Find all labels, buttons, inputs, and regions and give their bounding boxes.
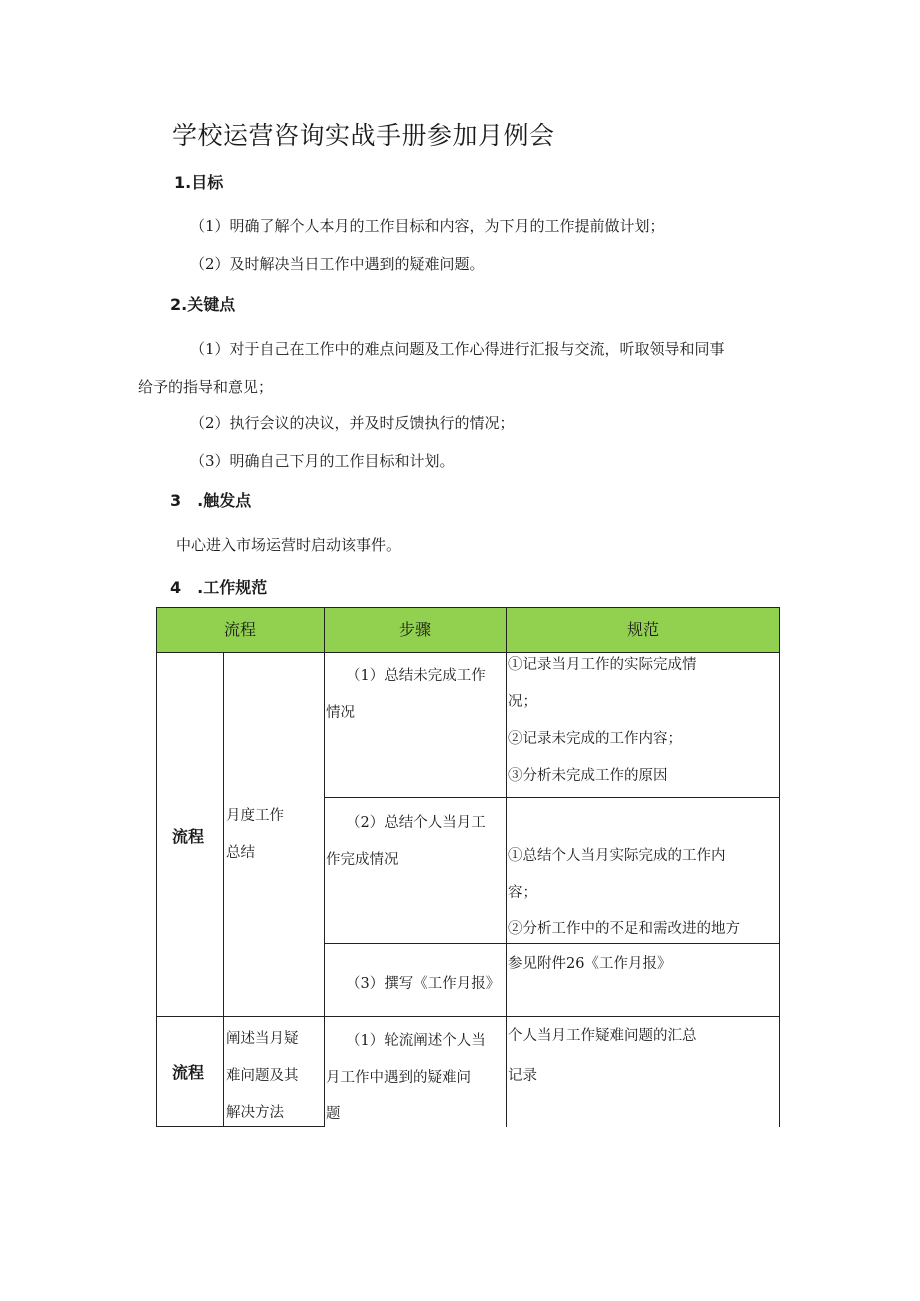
row-1-spec-line4: ③分析未完成工作的原因: [508, 768, 668, 784]
group-2-sub-line2: 难问题及其: [226, 1068, 299, 1084]
group-1-sub-line1: 月度工作: [226, 808, 284, 824]
group-divider: [156, 1016, 780, 1017]
row-divider-1: [324, 797, 780, 798]
table-border-left: [156, 607, 157, 1127]
row-1-spec-line3: ②记录未完成的工作内容；: [508, 731, 682, 747]
section-goal-heading: 1.目标: [174, 173, 224, 192]
row-3-spec: 参见附件26《工作月报》: [508, 956, 672, 972]
row-4-step-line2: 月工作中遇到的疑难问: [326, 1070, 471, 1086]
section-standard-heading: 4 .工作规范: [170, 578, 268, 597]
section-keypoints-heading: 2.关键点: [170, 295, 236, 314]
keypoint-item-3: （3）明确自己下月的工作目标和计划。: [190, 452, 455, 470]
goal-item-1: （1）明确了解个人本月的工作目标和内容，为下月的工作提前做计划；: [190, 217, 665, 235]
row-1-spec-line2: 况；: [508, 694, 537, 710]
row-2-step-line2: 作完成情况: [326, 852, 399, 868]
keypoint-item-1-line1: （1）对于自己在工作中的难点问题及工作心得进行汇报与交流，听取领导和同事: [190, 340, 725, 358]
keypoint-item-2: （2）执行会议的决议，并及时反馈执行的情况；: [190, 414, 515, 432]
row-1-spec-line1: ①记录当月工作的实际完成情: [508, 657, 697, 673]
row-2-step-line1: （2）总结个人当月工: [346, 815, 486, 831]
col-divider-2: [324, 607, 325, 1127]
row-1-step-line1: （1）总结未完成工作: [346, 668, 486, 684]
row-4-spec-line1: 个人当月工作疑难问题的汇总: [508, 1028, 697, 1044]
keypoint-item-1-line2: 给予的指导和意见；: [138, 378, 274, 396]
row-4-step-line1: （1）轮流阐述个人当: [346, 1033, 486, 1049]
row-4-step-line3: 题: [326, 1106, 341, 1122]
group-2-label: 流程: [172, 1063, 205, 1082]
document-title: 学校运营咨询实战手册参加月例会: [172, 121, 555, 150]
col-divider-1: [223, 652, 224, 1127]
trigger-text: 中心进入市场运营时启动该事件。: [176, 536, 402, 554]
row-2-spec-line3: ②分析工作中的不足和需改进的地方: [508, 921, 740, 937]
row-2-spec-line2: 容；: [508, 885, 537, 901]
group-2-sub-line3: 解决方法: [226, 1105, 284, 1121]
work-standard-table: [156, 607, 780, 1127]
header-process: 流程: [223, 620, 256, 639]
table-border-top: [156, 607, 780, 608]
row-1-step-line2: 情况: [326, 705, 355, 721]
row-2-spec-line1: ①总结个人当月实际完成的工作内: [508, 848, 726, 864]
header-step: 步骤: [398, 620, 431, 639]
section-trigger-heading: 3 .触发点: [170, 491, 252, 510]
row-4-spec-line2: 记录: [508, 1068, 537, 1084]
group-2-sub-line1: 阐述当月疑: [226, 1031, 299, 1047]
row-3-step: （3）撰写《工作月报》: [346, 976, 501, 992]
table-border-right: [779, 607, 780, 1127]
group-1-sub-line2: 总结: [226, 845, 255, 861]
header-spec: 规范: [626, 620, 659, 639]
col-divider-3: [506, 607, 507, 1127]
goal-item-2: （2）及时解决当日工作中遇到的疑难问题。: [190, 255, 485, 273]
group-1-label: 流程: [172, 827, 205, 846]
